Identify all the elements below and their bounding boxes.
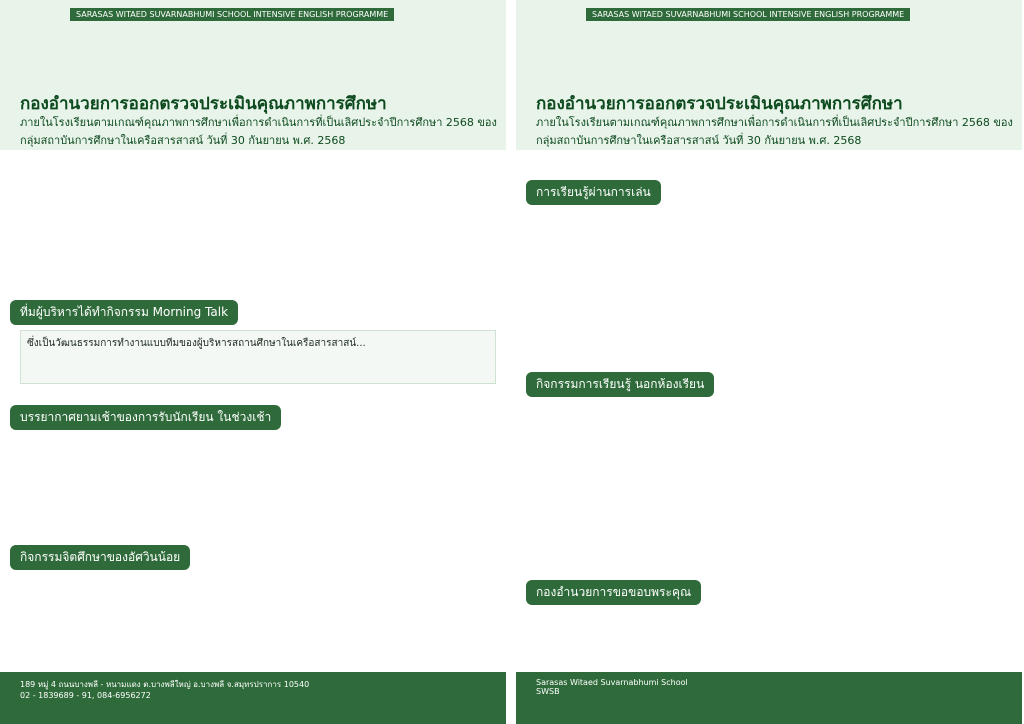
subtitle: ภายในโรงเรียนตามเกณฑ์คุณภาพการศึกษาเพื่อการดำเนินการที่เป็นเลิศประจำปีการศึกษา 2568 ของกลุ่มสถาบันการศึกษาในเครือสารสาสน์ วันที่ 30 กันยายน พ.ศ. 2568 xyxy=(20,116,497,147)
section-2: บรรยากาศยามเช้าของการรับนักเรียน ในช่วงเช้า xyxy=(10,405,281,430)
facebook: Sarasas Witaed Suvarnabhumi School xyxy=(536,678,688,687)
footer xyxy=(516,672,1022,724)
school-name: SARASAS WITAED SUVARNABHUMI SCHOOL INTENSIVE ENGLISH PROGRAMME xyxy=(586,8,910,21)
section-5: กิจกรรมการเรียนรู้ นอกห้องเรียน xyxy=(526,372,714,397)
section-3: กิจกรรมจิตศึกษาของอัศวินน้อย xyxy=(10,545,190,570)
section-1: ที่มผู้บริหารได้ทำกิจกรรม Morning Talk xyxy=(10,300,238,325)
school-name: SARASAS WITAED SUVARNABHUMI SCHOOL INTENSIVE ENGLISH PROGRAMME xyxy=(70,8,394,21)
right-page xyxy=(516,0,1022,724)
footer xyxy=(0,672,506,724)
title: กองอำนวยการออกตรวจประเมินคุณภาพการศึกษา xyxy=(20,94,387,114)
address: 189 หมู่ 4 ถนนบางพลี - หนามแดง ต.บางพลีใหญ่ อ.บางพลี จ.สมุทรปราการ 10540 xyxy=(20,680,310,689)
title: กองอำนวยการออกตรวจประเมินคุณภาพการศึกษา xyxy=(536,94,903,114)
phone: 02 - 1839689 - 91, 084-6956272 xyxy=(20,691,151,700)
section-4: การเรียนรู้ผ่านการเล่น xyxy=(526,180,661,205)
left-page xyxy=(0,0,506,724)
section-6: กองอำนวยการขอขอบพระคุณ xyxy=(526,580,701,605)
subtitle: ภายในโรงเรียนตามเกณฑ์คุณภาพการศึกษาเพื่อการดำเนินการที่เป็นเลิศประจำปีการศึกษา 2568 ของกลุ่มสถาบันการศึกษาในเครือสารสาสน์ วันที่ 30 กันยายน พ.ศ. 2568 xyxy=(536,116,1013,147)
section-1-text: ซึ่งเป็นวัฒนธรรมการทำงานแบบทีมของผู้บริหารสถานศึกษาในเครือสารสาสน์... xyxy=(20,330,496,384)
brand: SWSB xyxy=(536,687,560,696)
